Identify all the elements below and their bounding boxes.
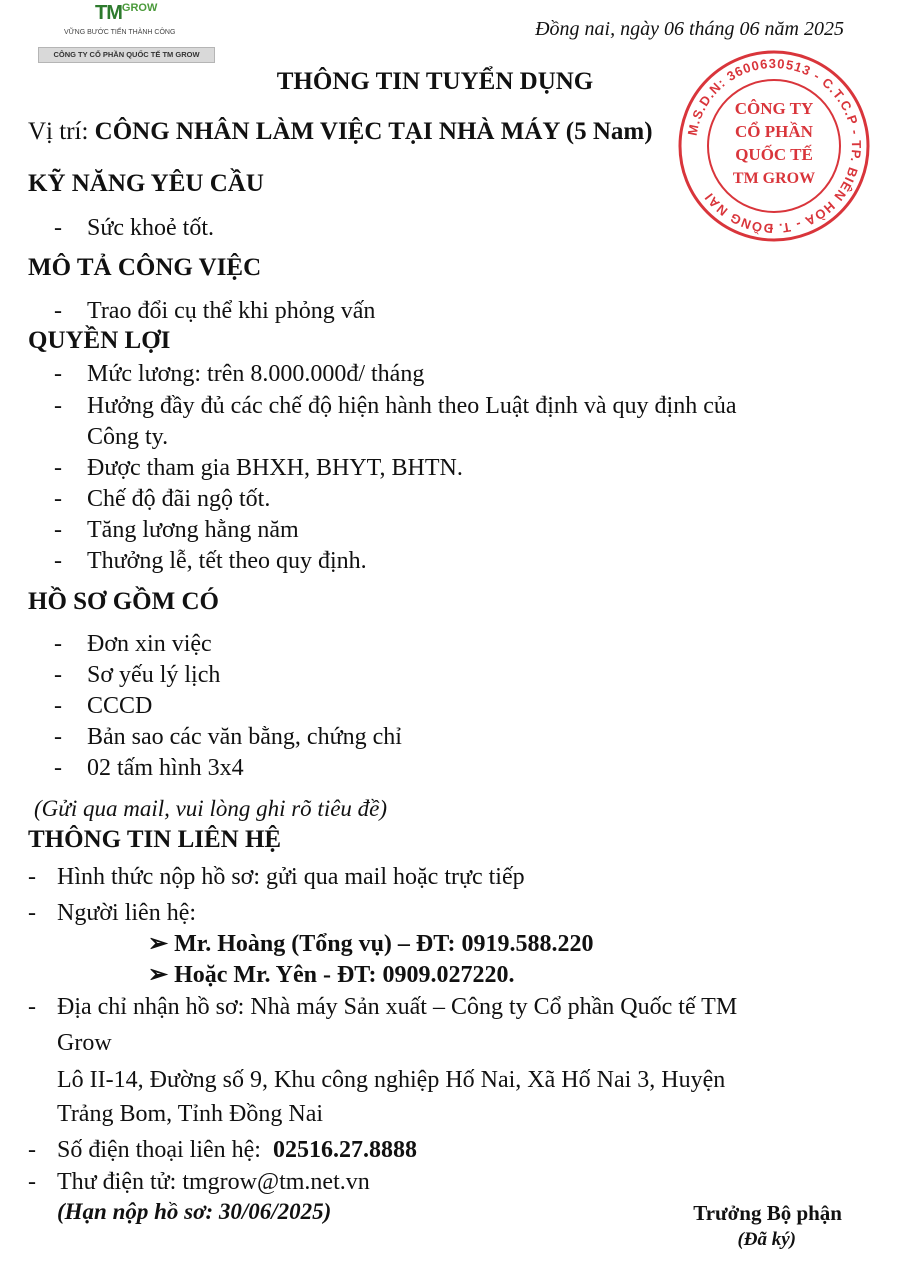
position-label: Vị trí: (28, 118, 89, 145)
signed-status: (Đã ký) (737, 1229, 796, 1250)
company-logo (95, 2, 157, 25)
documents-heading: HỒ SƠ GỒM CÓ (28, 588, 219, 615)
skills-heading: KỸ NĂNG YÊU CẦU (28, 170, 264, 197)
contact-heading: THÔNG TIN LIÊN HỆ (28, 826, 282, 853)
description-heading: MÔ TẢ CÔNG VIỆC (28, 254, 262, 281)
logo-slogan: VỮNG BƯỚC TIẾN THÀNH CÔNG (64, 29, 176, 36)
benefits-heading: QUYỀN LỢI (28, 327, 171, 354)
stamp-line-2: CỔ PHẦN (735, 122, 813, 141)
deadline: (Hạn nộp hồ sơ: 30/06/2025) (57, 1199, 332, 1224)
arrow-bullet-icon: ➢ (148, 931, 169, 957)
contact-person-1: ➢ Mr. Hoàng (Tổng vụ) – ĐT: 0919.588.220 (148, 931, 594, 957)
phone-label: Số điện thoại liên hệ: (57, 1137, 261, 1163)
document-date: Đồng nai, ngày 06 tháng 06 năm 2025 (535, 18, 844, 40)
company-name-bar: CÔNG TY CỔ PHẦN QUỐC TẾ TM GROW (38, 47, 215, 63)
phone-value: 02516.27.8888 (272, 1137, 417, 1163)
email-note: (Gửi qua mail, vui lòng ghi rõ tiêu đề) (34, 796, 388, 821)
stamp-line-4: TM GROW (732, 170, 816, 187)
job-position (28, 118, 653, 146)
stamp-ring-text: M.S.D.N: 3600630513 - C.T.C.P - TP. BIÊN HÒA - T. ĐỒNG NAI (684, 55, 865, 237)
logo-tm-text: TM (95, 2, 122, 24)
position-value: CÔNG NHÂN LÀM VIỆC TẠI NHÀ MÁY (5 Nam) (94, 118, 653, 145)
page-title: THÔNG TIN TUYỂN DỤNG (276, 68, 594, 95)
contact-email: Thư điện tử: tmgrow@tm.net.vn (57, 1169, 370, 1195)
stamp-line-3: QUỐC TẾ (735, 145, 813, 164)
stamp-line-1: CÔNG TY (734, 99, 814, 118)
contact-person-2: ➢ Hoặc Mr. Yên - ĐT: 0909.027220. (148, 962, 515, 988)
logo-grow-text: GROW (121, 2, 158, 14)
signer-title: Trưởng Bộ phận (693, 1201, 842, 1225)
arrow-bullet-icon: ➢ (148, 962, 169, 988)
